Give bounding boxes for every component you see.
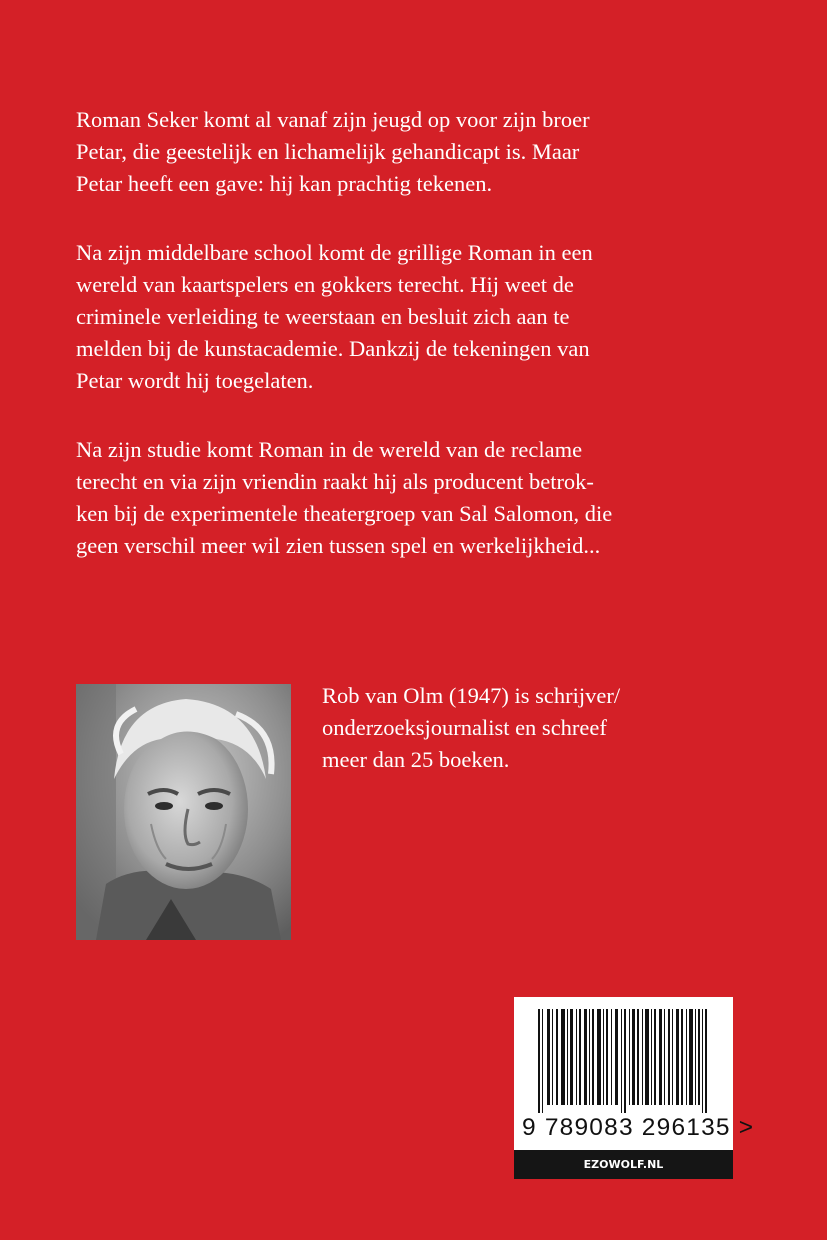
author-bio-line: onderzoeksjournalist en schreef bbox=[322, 715, 607, 740]
blurb-paragraph-3 bbox=[76, 434, 756, 562]
blurb-line: terecht en via zijn vriendin raakt hij als producent betrok- bbox=[76, 469, 594, 494]
blurb-line: Petar wordt hij toegelaten. bbox=[76, 368, 314, 393]
blurb-line: geen verschil meer wil zien tussen spel en werkelijkheid... bbox=[76, 533, 601, 558]
isbn-barcode bbox=[514, 997, 755, 1179]
blurb-line: melden bij de kunstacademie. Dankzij de tekeningen van bbox=[76, 336, 590, 361]
isbn-number: 9 789083 296135 > bbox=[522, 1114, 755, 1141]
author-bio bbox=[322, 680, 620, 776]
blurb-line: ken bij de experimentele theatergroep van Sal Salomon, die bbox=[76, 501, 613, 526]
blurb-line: Petar heeft een gave: hij kan prachtig tekenen. bbox=[76, 171, 493, 196]
blurb-line: Petar, die geestelijk en lichamelijk gehandicapt is. Maar bbox=[76, 139, 580, 164]
author-photo bbox=[76, 684, 291, 940]
blurb-paragraph-1 bbox=[76, 104, 756, 200]
blurb-line: Na zijn studie komt Roman in de wereld van de reclame bbox=[76, 437, 583, 462]
author-bio-line: meer dan 25 boeken. bbox=[322, 747, 510, 772]
barcode-bars bbox=[514, 997, 733, 1117]
blurb-line: Na zijn middelbare school komt de grillige Roman in een bbox=[76, 240, 593, 265]
blurb-line: wereld van kaartspelers en gokkers terecht. Hij weet de bbox=[76, 272, 574, 297]
back-cover-blurb bbox=[76, 104, 756, 599]
publisher-name: EZOWOLF.NL bbox=[514, 1150, 733, 1179]
blurb-paragraph-2 bbox=[76, 237, 756, 397]
blurb-line: Roman Seker komt al vanaf zijn jeugd op voor zijn broer bbox=[76, 107, 590, 132]
author-bio-line: Rob van Olm (1947) is schrijver/ bbox=[322, 683, 621, 708]
blurb-line: criminele verleiding te weerstaan en besluit zich aan te bbox=[76, 304, 570, 329]
